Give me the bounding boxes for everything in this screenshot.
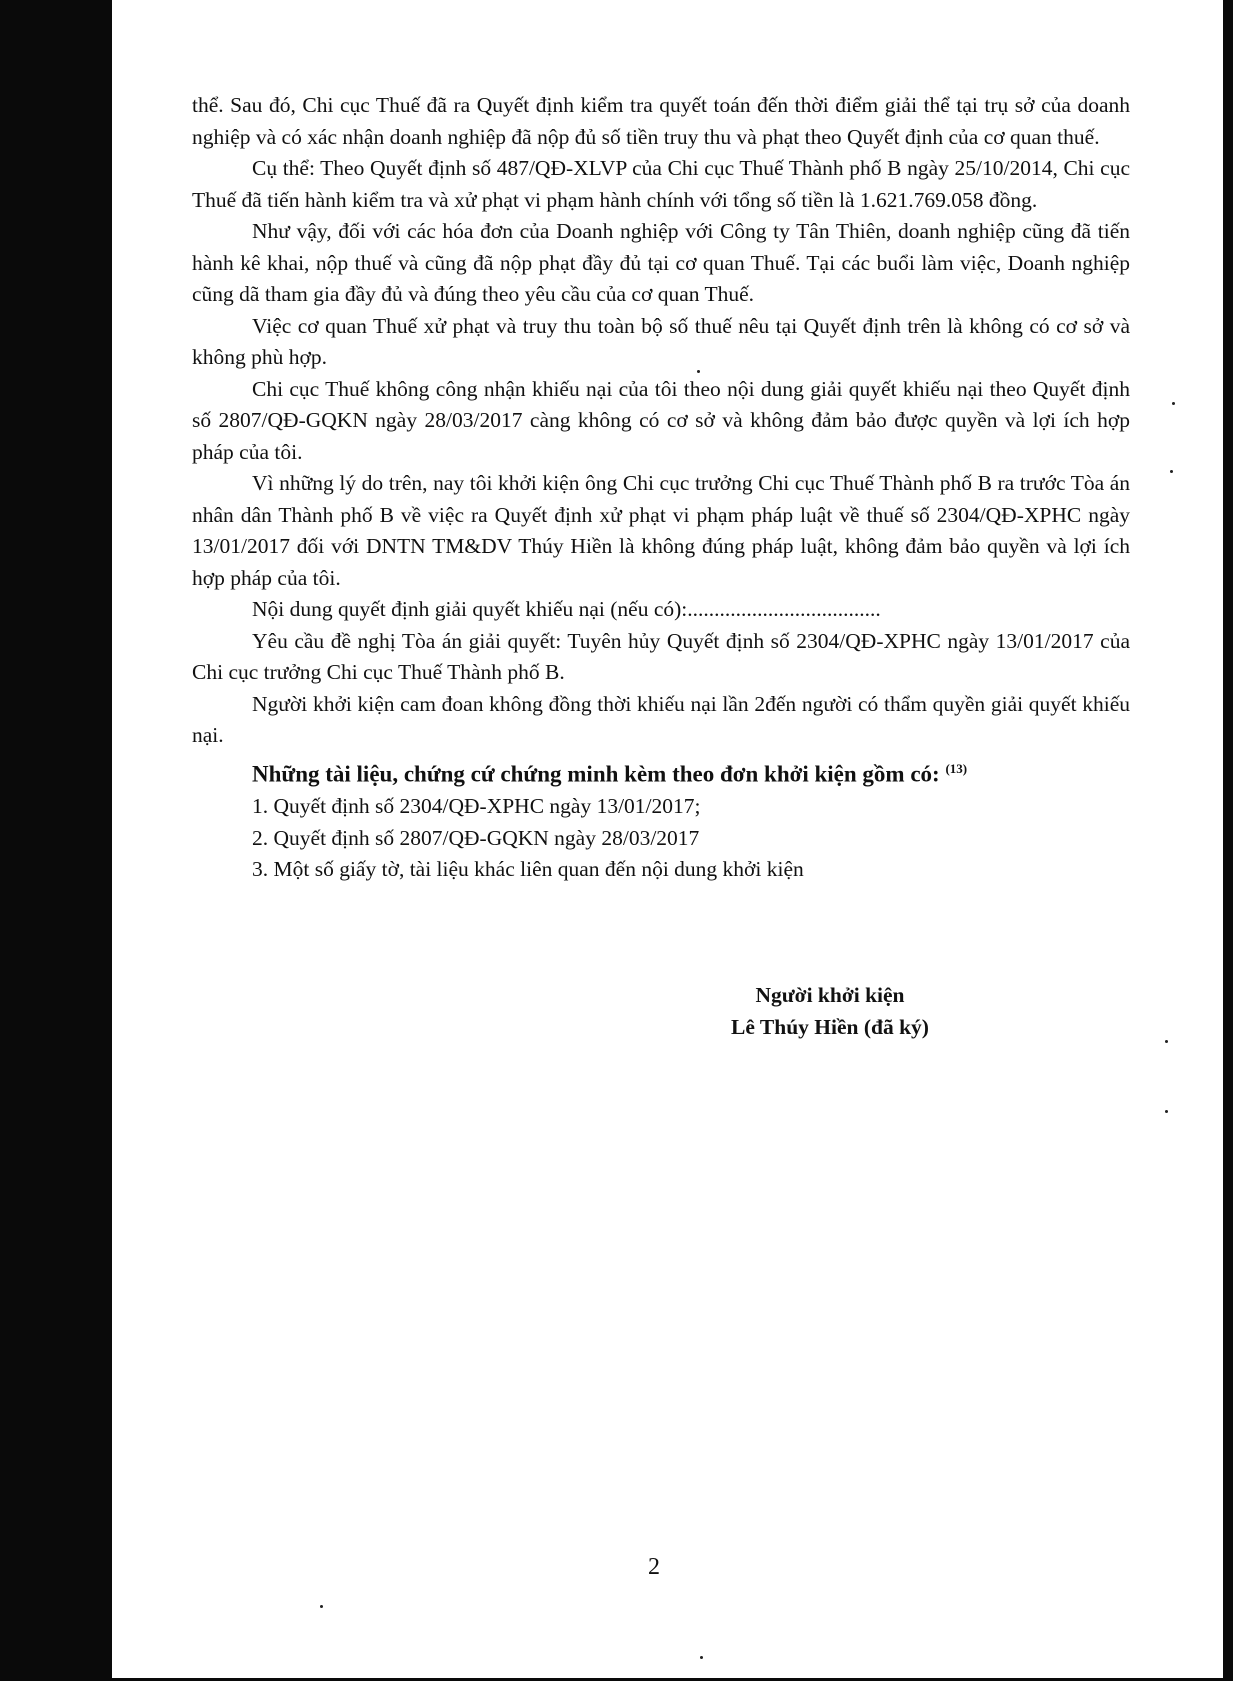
evidence-heading-text: Những tài liệu, chứng cứ chứng minh kèm theo đơn khởi kiện gồm có:: [252, 761, 940, 787]
scan-speck: [700, 1656, 703, 1659]
signature-name: Lê Thúy Hiền (đã ký): [731, 1014, 929, 1039]
scan-border-right: [1223, 0, 1233, 1681]
scan-border-left: [0, 0, 112, 1681]
scan-speck: [320, 1605, 323, 1608]
paragraph: Như vậy, đối với các hóa đơn của Doanh nghiệp với Công ty Tân Thiên, doanh nghiệp cũng đã tiến hành kê khai, nộp thuế và cũng đã nộp phạt đầy đủ tại cơ quan Thuế. Tại các buổi làm việc, Doanh nghiệp cũng dã tham gia đầy đủ và đúng theo yêu cầu của cơ quan Thuế.: [192, 219, 1130, 306]
paragraph: Cụ thể: Theo Quyết định số 487/QĐ-XLVP của Chi cục Thuế Thành phố B ngày 25/10/2014, Chi cục Thuế đã tiến hành kiểm tra và xử phạt vi phạm hành chính với tổng số tiền là 1.621.769.058 đồng.: [192, 156, 1130, 212]
scan-speck: [1165, 1040, 1168, 1043]
scan-speck: [1165, 1110, 1168, 1113]
paragraph: Nội dung quyết định giải quyết khiếu nại (nếu có):....................................: [252, 597, 881, 621]
paragraph: Việc cơ quan Thuế xử phạt và truy thu toàn bộ số thuế nêu tại Quyết định trên là không có cơ sở và không phù hợp.: [192, 313, 1130, 369]
signature-block: [690, 980, 970, 1043]
evidence-heading: [192, 752, 1130, 792]
evidence-heading-note: (13): [945, 760, 968, 776]
evidence-item: 2. Quyết định số 2807/QĐ-GQKN ngày 28/03/2017: [252, 825, 700, 850]
scan-speck: [1170, 470, 1173, 473]
page-number: 2: [648, 1554, 660, 1580]
evidence-item: 3. Một số giấy tờ, tài liệu khác liên quan đến nội dung khởi kiện: [252, 857, 804, 882]
paragraph: Chi cục Thuế không công nhận khiếu nại của tôi theo nội dung giải quyết khiếu nại theo Quyết định số 2807/QĐ-GQKN ngày 28/03/2017 càng không có cơ sở và không đảm bảo được quyền và lợi ích hợp pháp của tôi.: [192, 376, 1130, 464]
paragraph: thể. Sau đó, Chi cục Thuế đã ra Quyết định kiểm tra quyết toán đến thời điểm giải thể tại trụ sở của doanh nghiệp và có xác nhận doanh nghiệp đã nộp đủ số tiền truy thu và phạt theo Quyết định của cơ quan thuế.: [192, 93, 1130, 149]
evidence-item: 1. Quyết định số 2304/QĐ-XPHC ngày 13/01/2017;: [252, 794, 701, 819]
scan-speck: [697, 370, 700, 373]
paragraph: Yêu cầu đề nghị Tòa án giải quyết: Tuyên hủy Quyết định số 2304/QĐ-XPHC ngày 13/01/2017 của Chi cục trưởng Chi cục Thuế Thành phố B.: [192, 628, 1130, 684]
document-body: [192, 90, 1130, 886]
paragraph: Người khởi kiện cam đoan không đồng thời khiếu nại lần 2đến người có thẩm quyền giải quyết khiếu nại.: [192, 691, 1130, 747]
scan-speck: [1172, 402, 1175, 405]
paragraph: Vì những lý do trên, nay tôi khởi kiện ông Chi cục trưởng Chi cục Thuế Thành phố B ra trước Tòa án nhân dân Thành phố B về việc ra Quyết định xử phạt vi phạm pháp luật về thuế số 2304/QĐ-XPHC ngày 13/01/2017 đối với DNTN TM&DV Thúy Hiền là không đúng pháp luật, không đảm bảo quyền và lợi ích hợp pháp của tôi.: [192, 471, 1130, 590]
signature-role: Người khởi kiện: [755, 983, 905, 1007]
